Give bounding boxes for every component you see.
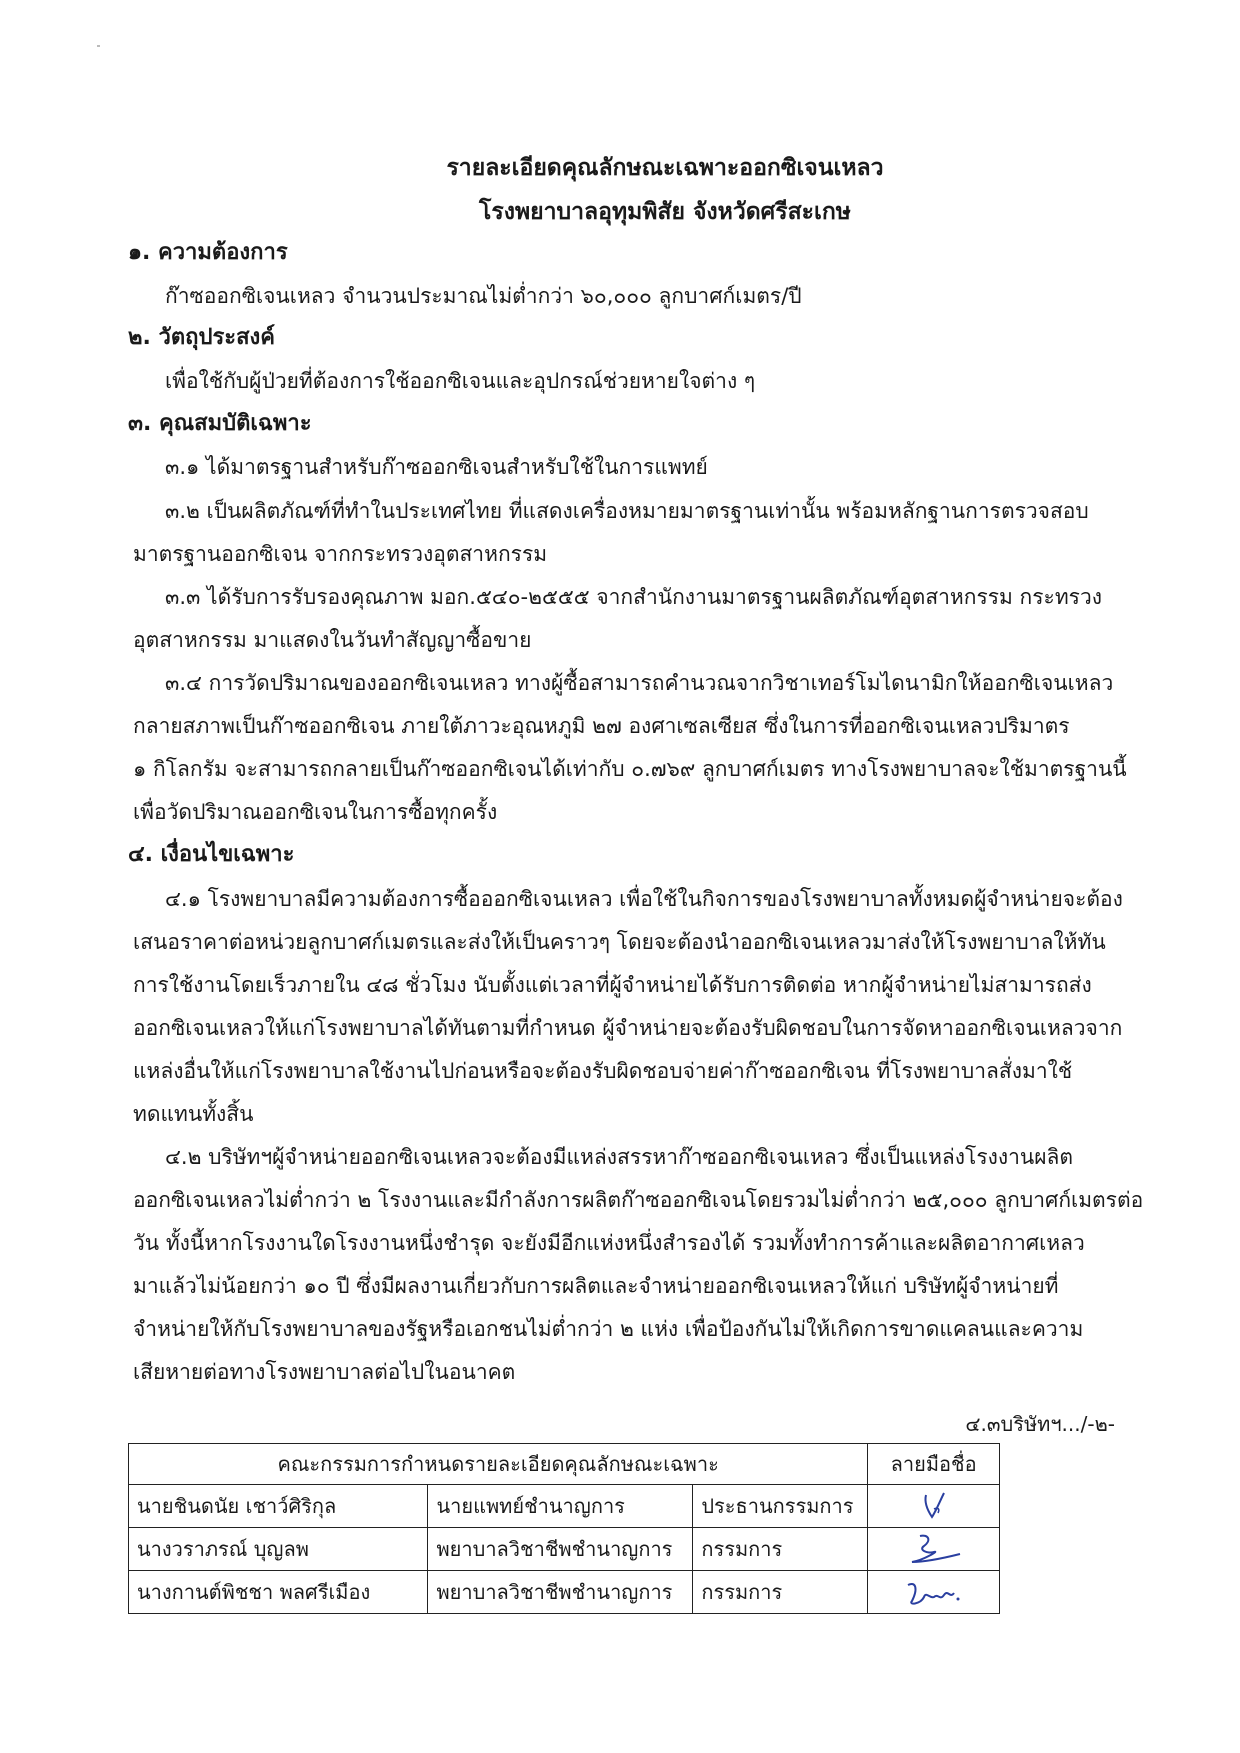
signature-2 <box>894 1532 974 1566</box>
section-4-2-line-4: มาแล้วไม่น้อยกว่า ๑๐ ปี ซึ่งมีผลงานเกี่ยวกับการผลิตและจำหน่ายออกซิเจนเหลวให้แก่ บริษัทผู้จำหน่ายที่ <box>133 1274 1059 1298</box>
section-3-2-line-2: มาตรฐานออกซิเจน จากกระทรวงอุตสาหกรรม <box>133 542 548 566</box>
section-4-1-line-1: ๔.๑ โรงพยาบาลมีความต้องการซื้อออกซิเจนเหลว เพื่อใช้ในกิจการของโรงพยาบาลทั้งหมดผู้จำหน่ายจะต้อง <box>165 887 1123 911</box>
signature-cell <box>868 1485 1000 1528</box>
section-4-1-line-5: แหล่งอื่นให้แก่โรงพยาบาลใช้งานไปก่อนหรือจะต้องรับผิดชอบจ่ายค่าก๊าซออกซิเจน ที่โรงพยาบาลสั่งมาใช้ <box>133 1059 1073 1083</box>
committee-table <box>128 1443 1000 1614</box>
continuation-note: ๔.๓บริษัทฯ.../-๒- <box>965 1412 1115 1436</box>
member-name: นางกานต์พิชชา พลศรีเมือง <box>129 1571 428 1614</box>
section-4-2-line-5: จำหน่ายให้กับโรงพยาบาลของรัฐหรือเอกชนไม่ต่ำกว่า ๒ แห่ง เพื่อป้องกันไม่ให้เกิดการขาดแคลนและความ <box>133 1317 1084 1341</box>
member-name: นางวราภรณ์ บุญลพ <box>129 1528 428 1571</box>
member-role: กรรมการ <box>693 1528 868 1571</box>
section-3-4-line-1: ๓.๔ การวัดปริมาณของออกซิเจนเหลว ทางผู้ซื้อสามารถคำนวณจากวิชาเทอร์โมไดนามิกให้ออกซิเจนเหลว <box>165 671 1114 695</box>
signature-cell <box>868 1571 1000 1614</box>
section-4-1-line-4: ออกซิเจนเหลวให้แก่โรงพยาบาลได้ทันตามที่กำหนด ผู้จำหน่ายจะต้องรับผิดชอบในการจัดหาออกซิเจนเหลวจาก <box>133 1016 1123 1040</box>
member-position: พยาบาลวิชาชีพชำนาญการ <box>428 1571 693 1614</box>
signature-3 <box>894 1575 974 1609</box>
member-position: นายแพทย์ชำนาญการ <box>428 1485 693 1528</box>
signature-1 <box>904 1489 964 1523</box>
member-name: นายชินดนัย เชาว์ศิริกุล <box>129 1485 428 1528</box>
document-subtitle: โรงพยาบาลอุทุมพิสัย จังหวัดศรีสะเกษ <box>479 199 851 225</box>
section-2-heading: ๒. วัตถุประสงค์ <box>128 325 275 350</box>
signature-cell <box>868 1528 1000 1571</box>
section-4-2-line-2: ออกซิเจนเหลวไม่ต่ำกว่า ๒ โรงงานและมีกำลังการผลิตก๊าซออกซิเจนโดยรวมไม่ต่ำกว่า ๒๕,๐๐๐ ลูกบาศก์เมตรต่อ <box>133 1188 1144 1212</box>
section-4-2-line-6: เสียหายต่อทางโรงพยาบาลต่อไปในอนาคต <box>133 1360 516 1384</box>
section-1-text: ก๊าซออกซิเจนเหลว จำนวนประมาณไม่ต่ำกว่า ๖๐,๐๐๐ ลูกบาศก์เมตร/ปี <box>165 284 802 308</box>
section-3-4-line-3: ๑ กิโลกรัม จะสามารถกลายเป็นก๊าซออกซิเจนได้เท่ากับ ๐.๗๖๙ ลูกบาศก์เมตร ทางโรงพยาบาลจะใช้มาตรฐานนี้ <box>133 757 1127 781</box>
scan-speck <box>97 45 100 47</box>
table-row <box>129 1571 1000 1614</box>
section-4-2-line-1: ๔.๒ บริษัทฯผู้จำหน่ายออกซิเจนเหลวจะต้องมีแหล่งสรรหาก๊าซออกซิเจนเหลว ซึ่งเป็นแหล่งโรงงานผลิต <box>165 1145 1074 1169</box>
section-3-4-line-4: เพื่อวัดปริมาณออกซิเจนในการซื้อทุกครั้ง <box>133 800 498 824</box>
member-role: กรรมการ <box>693 1571 868 1614</box>
section-3-2-line-1: ๓.๒ เป็นผลิตภัณฑ์ที่ทำในประเทศไทย ที่แสดงเครื่องหมายมาตรฐานเท่านั้น พร้อมหลักฐานการตรวจสอบ <box>165 499 1089 523</box>
table-row <box>129 1485 1000 1528</box>
section-1-heading: ๑. ความต้องการ <box>128 240 288 265</box>
section-4-1-line-2: เสนอราคาต่อหน่วยลูกบาศก์เมตรและส่งให้เป็นคราวๆ โดยจะต้องนำออกซิเจนเหลวมาส่งให้โรงพยาบาลให้ทัน <box>133 930 1106 954</box>
section-4-1-line-6: ทดแทนทั้งสิ้น <box>133 1102 254 1126</box>
signature-header: ลายมือชื่อ <box>868 1444 1000 1485</box>
committee-header-row <box>129 1444 1000 1485</box>
section-3-3-line-2: อุตสาหกรรม มาแสดงในวันทำสัญญาซื้อขาย <box>133 628 532 652</box>
member-position: พยาบาลวิชาชีพชำนาญการ <box>428 1528 693 1571</box>
document-title: รายละเอียดคุณลักษณะเฉพาะออกซิเจนเหลว <box>446 155 884 181</box>
section-3-4-line-2: กลายสภาพเป็นก๊าซออกซิเจน ภายใต้ภาวะอุณหภูมิ ๒๗ องศาเซลเซียส ซึ่งในการที่ออกซิเจนเหลวปริมาตร <box>133 714 1070 738</box>
section-3-3-line-1: ๓.๓ ได้รับการรับรองคุณภาพ มอก.๕๔๐-๒๕๕๕ จากสำนักงานมาตรฐานผลิตภัณฑ์อุตสาหกรรม กระทรวง <box>165 585 1103 609</box>
member-role: ประธานกรรมการ <box>693 1485 868 1528</box>
table-row <box>129 1528 1000 1571</box>
section-4-heading: ๔. เงื่อนไขเฉพาะ <box>128 842 295 867</box>
section-3-1: ๓.๑ ได้มาตรฐานสำหรับก๊าซออกซิเจนสำหรับใช้ในการแพทย์ <box>165 455 708 479</box>
section-4-2-line-3: วัน ทั้งนี้หากโรงงานใดโรงงานหนึ่งชำรุด จะยังมีอีกแห่งหนึ่งสำรองได้ รวมทั้งทำการค้าและผลิตอากาศเหลว <box>133 1231 1085 1255</box>
section-3-heading: ๓. คุณสมบัติเฉพาะ <box>128 411 312 436</box>
committee-header: คณะกรรมการกำหนดรายละเอียดคุณลักษณะเฉพาะ <box>129 1444 868 1485</box>
section-2-text: เพื่อใช้กับผู้ป่วยที่ต้องการใช้ออกซิเจนและอุปกรณ์ช่วยหายใจต่าง ๆ <box>165 369 756 393</box>
section-4-1-line-3: การใช้งานโดยเร็วภายใน ๔๘ ชั่วโมง นับตั้งแต่เวลาที่ผู้จำหน่ายได้รับการติดต่อ หากผู้จำหน่ายไม่สามารถส่ง <box>133 973 1092 997</box>
